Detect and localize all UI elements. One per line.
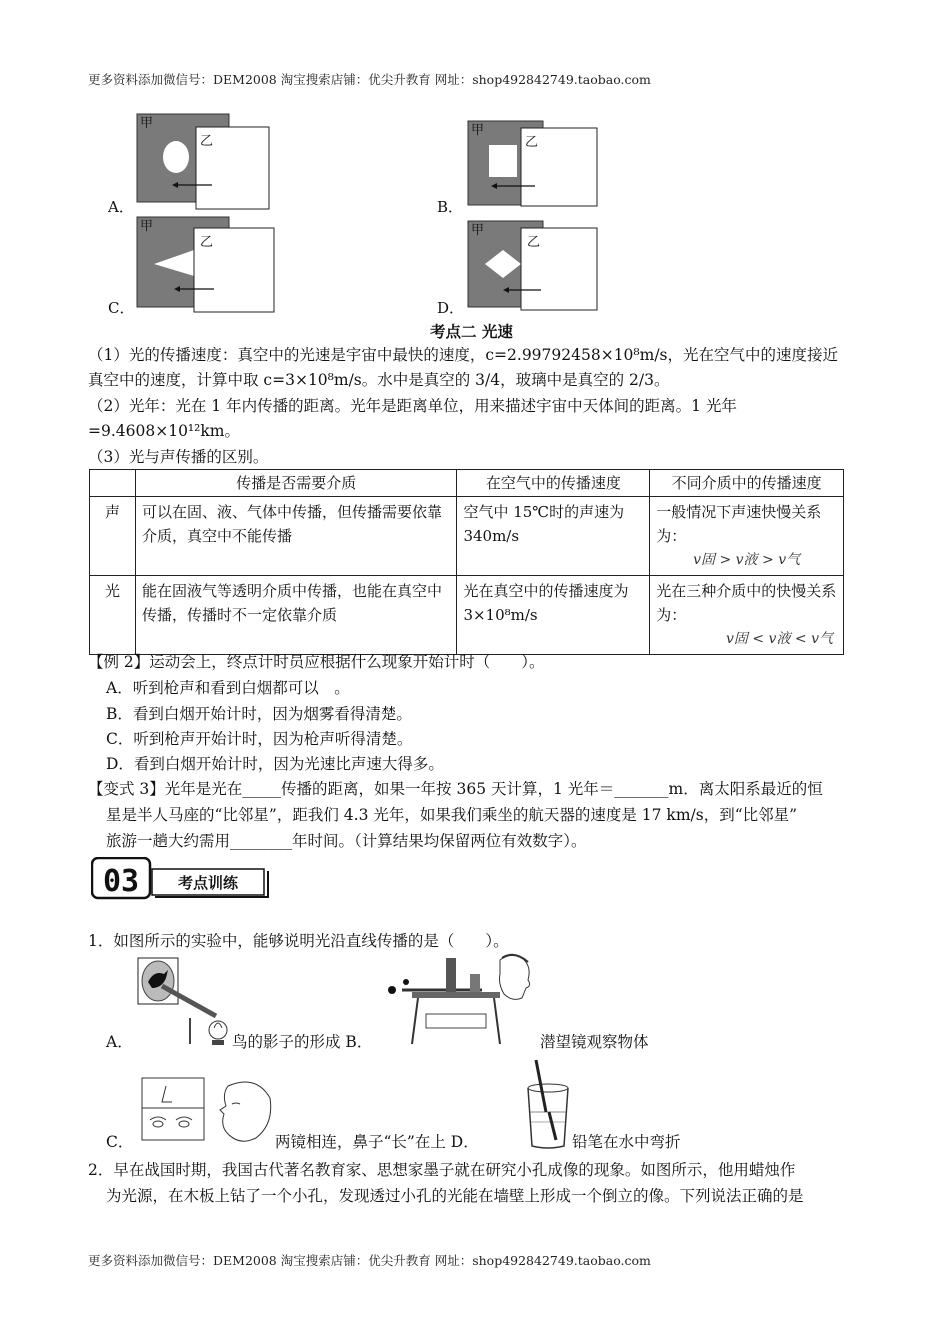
- section-badge-training: [91, 857, 276, 905]
- paragraph-2-line-2: =9.4608×10¹²km。: [88, 422, 240, 440]
- badge-number: 03: [102, 864, 140, 899]
- q1-option-c-label: C．: [106, 1133, 134, 1151]
- q1-option-a-label: A．: [106, 1033, 133, 1051]
- figure-c-triangle-hole: [136, 216, 281, 316]
- paragraph-1-line-1: （1）光的传播速度：真空中的光速是宇宙中最快的速度，c=2.99792458×10⁸m/s，光在空气中的速度接近: [88, 346, 839, 364]
- table-cell: 空气中 15℃时的声速为 340m/s: [457, 497, 650, 576]
- jia-label: 甲: [140, 116, 154, 131]
- example-2-option-c: C．听到枪声开始计时，因为枪声听得清楚。: [106, 730, 413, 748]
- q1-option-b-text: 潜望镜观察物体: [540, 1033, 649, 1051]
- svg-text:乙: 乙: [525, 135, 539, 150]
- speed-relation-formula: v固 > v液 > v气: [693, 552, 801, 568]
- figure-b-square-hole: [467, 120, 602, 210]
- table-cell: 光在真空中的传播速度为 3×10⁸m/s: [457, 576, 650, 655]
- option-c-label: C．: [108, 299, 135, 317]
- svg-text:甲: 甲: [471, 123, 485, 138]
- paragraph-3: （3）光与声传播的区别。: [88, 448, 269, 466]
- table-row-sound: [90, 497, 844, 576]
- cell-text: 光在三种介质中的快慢关系为：: [656, 582, 837, 624]
- table-cell: [650, 576, 844, 655]
- option-a-label: A．: [108, 198, 134, 216]
- figure-a-circle-hole: [136, 113, 276, 213]
- example-2-option-a: A．听到枪声和看到白烟都可以 。: [106, 679, 350, 697]
- figure-periscope: [382, 950, 542, 1048]
- svg-text:甲: 甲: [140, 219, 154, 234]
- table-cell: [650, 497, 844, 576]
- example-2-option-b: B．看到白烟开始计时，因为烟雾看得清楚。: [106, 705, 412, 723]
- figure-pencil-in-water: [522, 1058, 574, 1150]
- page-footer: 更多资料添加微信号：DEM2008 淘宝搜索店铺：优尖升教育 网址：shop492842749.taobao.com: [88, 1253, 651, 1268]
- variant-3-line-1: 【变式 3】光年是光在_____传播的距离，如果一年按 365 天计算，1 光年＝_______m．离太阳系最近的恒: [88, 780, 823, 798]
- question-2-line-1: 2．早在战国时期，我国古代著名教育家、思想家墨子就在研究小孔成像的现象。如图所示，他用蜡烛作: [88, 1161, 796, 1179]
- light-sound-comparison-table: [89, 469, 844, 655]
- figure-bird-shadow: [134, 956, 234, 1048]
- svg-text:乙: 乙: [200, 235, 214, 250]
- question-2-line-2: 为光源，在木板上钻了一个小孔，发现透过小孔的光能在墙壁上形成一个倒立的像。下列说法正确的是: [106, 1187, 804, 1205]
- cell-text: 一般情况下声速快慢关系为：: [656, 503, 822, 545]
- variant-3-line-2: 星是半人马座的“比邻星”，距我们 4.3 光年，如果我们乘坐的航天器的速度是 17 km/s，到“比邻星”: [106, 806, 798, 824]
- table-cell: 能在固液气等透明介质中传播，也能在真空中传播，传播时不一定依靠介质: [135, 576, 456, 655]
- svg-text:甲: 甲: [471, 223, 485, 238]
- section-title: 考点二 光速: [430, 323, 513, 341]
- table-header-cell: 传播是否需要介质: [135, 470, 456, 497]
- figure-d-diamond-hole: [467, 220, 602, 315]
- question-1-stem: 1．如图所示的实验中，能够说明光沿直线传播的是（ ）。: [88, 932, 509, 950]
- row-label: 声: [90, 497, 136, 576]
- badge-text: 考点训练: [177, 874, 239, 892]
- example-2-stem: 【例 2】运动会上，终点计时员应根据什么现象开始计时（ ）。: [88, 653, 545, 671]
- speed-relation-formula: v固 < v液 < v气: [726, 631, 833, 647]
- table-header-cell: 在空气中的传播速度: [457, 470, 650, 497]
- page-header: 更多资料添加微信号：DEM2008 淘宝搜索店铺：优尖升教育 网址：shop492842749.taobao.com: [88, 72, 651, 87]
- q1-option-a-text: 鸟的影子的形成 B．: [232, 1033, 373, 1051]
- table-header-row: [90, 470, 844, 497]
- q1-option-d-text: 铅笔在水中弯折: [572, 1133, 681, 1151]
- table-row-light: [90, 576, 844, 655]
- variant-3-line-3: 旅游一趟大约需用________年时间。（计算结果均保留两位有效数字）。: [106, 832, 587, 850]
- q1-option-c-text: 两镜相连，鼻子“长”在上 D．: [275, 1133, 479, 1151]
- table-header-cell: [90, 470, 136, 497]
- svg-text:乙: 乙: [527, 235, 541, 250]
- paragraph-1-line-2: 真空中的速度，计算中取 c=3×10⁸m/s。水中是真空的 3/4，玻璃中是真空的 2/3。: [88, 371, 670, 389]
- yi-label: 乙: [200, 134, 214, 149]
- row-label: 光: [90, 576, 136, 655]
- table-header-cell: 不同介质中的传播速度: [650, 470, 844, 497]
- option-b-label: B．: [437, 198, 464, 216]
- option-d-label: D．: [437, 299, 465, 317]
- table-cell: 可以在固、液、气体中传播，但传播需要依靠介质，真空中不能传播: [135, 497, 456, 576]
- figure-two-mirrors-nose: [136, 1074, 276, 1148]
- example-2-option-d: D．看到白烟开始计时，因为光速比声速大得多。: [106, 755, 444, 773]
- paragraph-2-line-1: （2）光年：光在 1 年内传播的距离。光年是距离单位，用来描述宇宙中天体间的距离。1 光年: [88, 397, 737, 415]
